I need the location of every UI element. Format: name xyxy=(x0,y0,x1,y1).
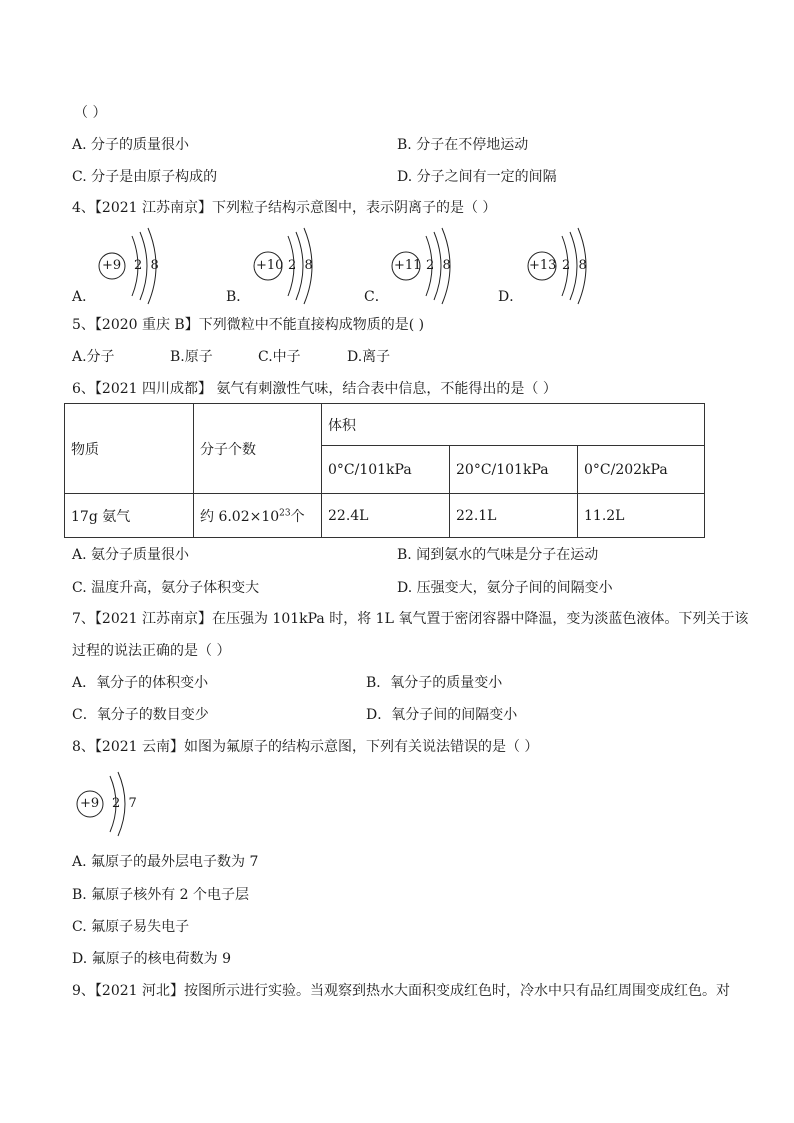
q6-option-c: C. 温度升高，氨分子体积变大 xyxy=(72,580,260,596)
q3-option-d: D. 分子之间有一定的间隔 xyxy=(397,169,557,185)
q6-option-b: B. 闻到氨水的气味是分子在运动 xyxy=(397,547,599,563)
q5-stem: 5、【2020 重庆 B】下列微粒中不能直接构成物质的是( ) xyxy=(72,317,425,333)
q3-option-c: C. 分子是由原子构成的 xyxy=(72,169,218,185)
shell-electrons: 2 8 xyxy=(134,258,159,273)
q7-stem-line1: 7、【2021 江苏南京】在压强为 101kPa 时，将 1L 氧气置于密闭容器中降温，变为淡蓝色液体。下列关于该 xyxy=(72,611,749,627)
option-label: B． xyxy=(226,289,251,305)
q6-option-d: D. 压强变大，氨分子间的间隔变小 xyxy=(397,580,613,596)
nucleus-charge: +13 xyxy=(529,258,557,273)
nucleus-charge: +11 xyxy=(394,258,422,273)
q6-option-a: A. 氨分子质量很小 xyxy=(72,547,190,563)
q8-option-c: C. 氟原子易失电子 xyxy=(72,919,190,935)
header-molecule-count: 分子个数 xyxy=(194,404,322,494)
q5-option-a: A.分子 xyxy=(72,349,115,365)
q7-stem-line2: 过程的说法正确的是（ ） xyxy=(72,643,231,659)
q9-stem: 9、【2021 河北】按图所示进行实验。当观察到热水大面积变成红色时，冷水中只有品红周围变成红色。对 xyxy=(72,983,730,999)
q3-option-b: B. 分子在不停地运动 xyxy=(397,137,529,153)
option-label: A． xyxy=(72,289,97,305)
cell-volume-3: 11.2L xyxy=(578,494,705,538)
q3-option-a: A. 分子的质量很小 xyxy=(72,137,190,153)
q7-option-b: B．氧分子的质量变小 xyxy=(366,675,503,691)
q8-fluorine-diagram xyxy=(72,766,192,836)
q4-diagram-d xyxy=(498,230,618,305)
q8-option-d: D. 氟原子的核电荷数为 9 xyxy=(72,951,231,967)
count-exponent: 23 xyxy=(279,507,291,518)
q3-answer-paren: （ ） xyxy=(74,105,107,121)
q8-option-b: B. 氟原子核外有 2 个电子层 xyxy=(72,887,249,903)
q4-diagram-b xyxy=(226,230,346,305)
cell-substance: 17g 氨气 xyxy=(65,494,194,538)
shell-electrons: 2 7 xyxy=(112,796,137,811)
header-volume: 体积 xyxy=(322,404,705,446)
q8-stem: 8、【2021 云南】如图为氟原子的结构示意图，下列有关说法错误的是（ ） xyxy=(72,739,539,755)
cell-molecule-count xyxy=(194,494,322,538)
q7-option-c: C．氧分子的数目变少 xyxy=(72,707,209,723)
nucleus-charge: +9 xyxy=(102,258,122,273)
shell-electrons: 2 8 xyxy=(288,258,313,273)
q5-option-c: C.中子 xyxy=(258,349,301,365)
count-unit: 个 xyxy=(290,508,305,525)
q4-stem: 4、【2021 江苏南京】下列粒子结构示意图中，表示阴离子的是（ ） xyxy=(72,200,497,216)
q7-option-a: A．氧分子的体积变小 xyxy=(72,675,209,691)
q5-option-b: B.原子 xyxy=(170,349,213,365)
shell-electrons: 2 8 xyxy=(426,258,451,273)
option-label: C． xyxy=(364,289,389,305)
cell-volume-1: 22.4L xyxy=(322,494,450,538)
q6-stem: 6、【2021 四川成都】 氨气有刺激性气味，结合表中信息，不能得出的是（ ） xyxy=(72,381,557,397)
q7-option-d: D．氧分子间的间隔变小 xyxy=(366,707,518,723)
nucleus-charge: +9 xyxy=(80,796,100,811)
shell-electrons: 2 8 xyxy=(562,258,587,273)
header-substance: 物质 xyxy=(65,404,194,494)
q5-option-d: D.离子 xyxy=(347,349,391,365)
q8-option-a: A. 氟原子的最外层电子数为 7 xyxy=(72,854,259,870)
q4-diagram-a xyxy=(72,230,192,305)
cell-volume-2: 22.1L xyxy=(450,494,578,538)
count-mantissa: 约 6.02×10 xyxy=(200,508,280,525)
q4-diagram-c xyxy=(364,230,484,305)
header-condition-3: 0°C/202kPa xyxy=(578,446,705,494)
header-condition-2: 20°C/101kPa xyxy=(450,446,578,494)
q6-data-table xyxy=(64,403,705,538)
option-label: D． xyxy=(498,289,524,305)
nucleus-charge: +10 xyxy=(256,258,284,273)
header-condition-1: 0°C/101kPa xyxy=(322,446,450,494)
